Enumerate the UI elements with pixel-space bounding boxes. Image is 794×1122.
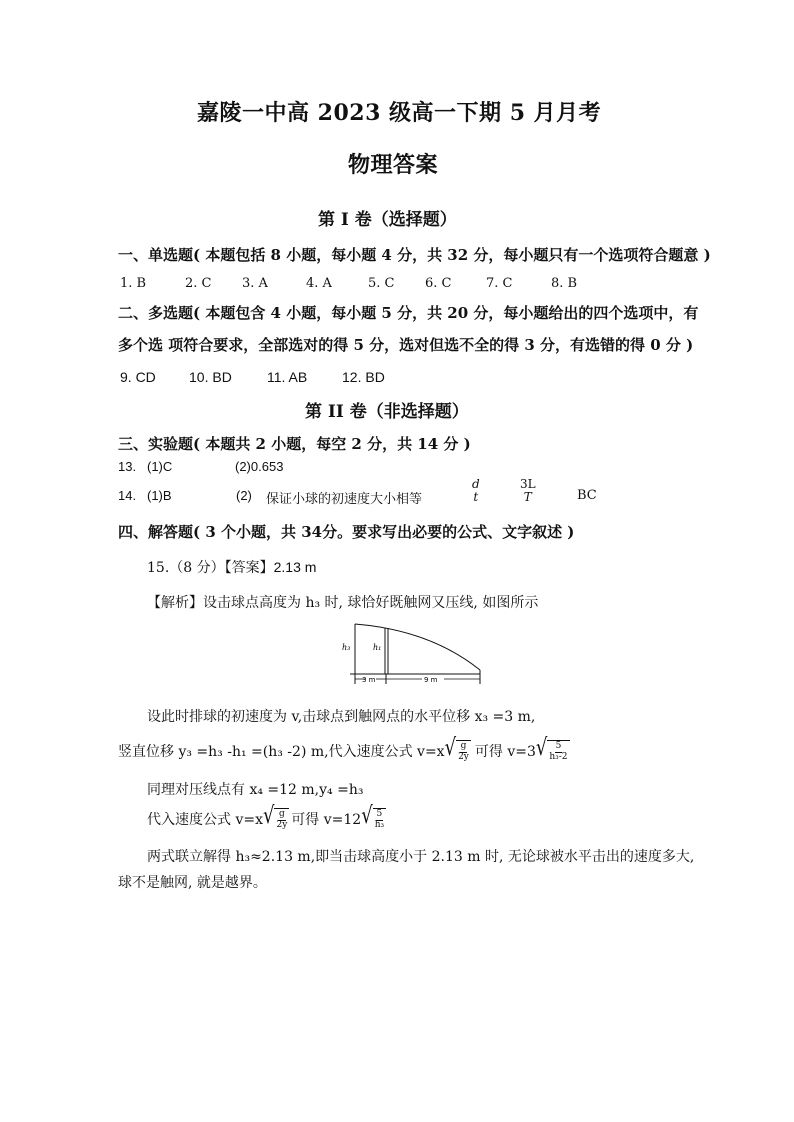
answer-10: 10. BD (189, 369, 232, 385)
q13-answer-2: (2)0.653 (235, 459, 284, 474)
q14-answer-2-text: 保证小球的初速度大小相等 (266, 492, 423, 507)
q15-label-text: 15.（8 分）【答案】 (147, 560, 274, 576)
q14-fraction-3L-over-T (518, 478, 538, 504)
sqrt-g-over-2y: √ $\frac{g}{2y}$ (444, 733, 469, 762)
solution-line-2a: 竖直位移 y₃ =h₃ -h₁ =(h₃ -2) m,代入速度公式 v=x (118, 744, 445, 761)
q13-number: 13. (118, 459, 137, 474)
q14-answer-2-label: (2) (236, 488, 252, 503)
sqrt-5-over-h3-2: √ $\frac{5}{\text{h₃-2}}$ (535, 733, 568, 762)
solve-heading: 四、解答题( 3 个小题，共 34分。要求写出必要的公式、文字叙述 ) (118, 523, 575, 541)
solution-line-4a: 代入速度公式 v=x (147, 812, 263, 829)
q14-number: 14. (118, 488, 137, 503)
conclusion-line-1: 两式联立解得 h₃≈2.13 m,即当击球高度小于 2.13 m 时, 无论球被水平击出的速度多大, (147, 849, 695, 865)
q14-answer-4: BC (577, 488, 597, 503)
sqrt1-num: g (460, 741, 467, 751)
answer-9: 9. CD (120, 369, 156, 385)
multi-choice-heading-line1: 二、多选题( 本题包含 4 小题，每小题 5 分，共 20 分，每小题给出的四个选项中，有 (118, 304, 699, 322)
answer-7: 7. C (486, 276, 513, 291)
solution-line-1: 设此时排球的初速度为 v,击球点到触网点的水平位移 x₃ =3 m, (147, 709, 536, 725)
sqrt2-den: h₃-2 (549, 751, 568, 762)
diagram-svg (340, 612, 490, 692)
solution-line-2 (118, 733, 570, 763)
answer-2: 2. C (185, 276, 212, 291)
answer-12: 12. BD (342, 369, 385, 385)
answer-6: 6. C (425, 276, 452, 291)
solution-line-4b: 可得 v=12 (291, 812, 362, 829)
experiment-heading: 三、实验题( 本题共 2 小题，每空 2 分，共 14 分 ) (118, 435, 471, 453)
analysis-label: 【解析】 (147, 595, 203, 611)
conclusion-line-2: 球不是触网, 就是越界。 (118, 875, 267, 891)
fig-h1-label: h₁ (373, 643, 382, 652)
sqrt-g-over-2y-2: √ $\frac{g}{2y}$ (263, 801, 288, 830)
solution-line-4 (147, 801, 386, 831)
q14-frac2-num: 3L (520, 477, 536, 491)
sqrt3-num: g (279, 809, 285, 819)
answer-8: 8. B (551, 276, 578, 291)
q14-frac1-num: d (472, 477, 480, 491)
doc-title: 物理答案 (348, 152, 439, 178)
sqrt3-den: 2y (276, 819, 288, 830)
answer-5: 5. C (368, 276, 395, 291)
q14-frac2-den: T (523, 490, 532, 505)
fig-9m-label: 9 m (424, 676, 438, 684)
q13-answer-1: (1)C (147, 459, 173, 474)
volleyball-diagram (340, 612, 490, 692)
q14-frac1-den: t (473, 490, 479, 505)
q15-label (147, 557, 316, 577)
sqrt2-num: 5 (555, 741, 562, 751)
analysis-line (147, 592, 538, 612)
solution-line-3: 同理对压线点有 x₄ =12 m,y₄ =h₃ (147, 782, 364, 798)
answer-4: 4. A (306, 276, 332, 291)
q14-answer-1: (1)B (147, 488, 172, 503)
answer-1: 1. B (120, 276, 147, 291)
solution-line-2b: 可得 v=3 (474, 744, 536, 761)
answer-3: 3. A (242, 276, 268, 291)
sqrt1-den: 2y (458, 751, 469, 762)
analysis-text: 设击球点高度为 h₃ 时, 球恰好既触网又压线, 如图所示 (203, 595, 539, 611)
part1-title: 第 I 卷（选择题） (318, 210, 457, 230)
fig-h3-label: h₃ (342, 643, 351, 652)
answer-11: 11. AB (267, 369, 308, 385)
q15-answer: 2.13 m (273, 559, 317, 575)
fig-3m-label: 3 m (362, 676, 376, 684)
single-choice-heading: 一、单选题( 本题包括 8 小题，每小题 4 分，共 32 分，每小题只有一个选项符合题意 ) (118, 246, 711, 264)
q14-fraction-d-over-t (470, 478, 482, 504)
sqrt4-den: h₃ (374, 819, 385, 830)
exam-title: 嘉陵一中高 2023 级高一下期 5 月月考 (197, 100, 602, 126)
sqrt4-num: 5 (376, 809, 383, 819)
multi-choice-heading-line2: 多个选 项符合要求，全部选对的得 5 分，选对但选不全的得 3 分，有选错的得 0 分 ) (118, 336, 694, 354)
part2-title: 第 II 卷（非选择题） (305, 402, 469, 422)
sqrt-5-over-h3: √ $\frac{5}{\text{h₃}}$ (361, 801, 385, 830)
